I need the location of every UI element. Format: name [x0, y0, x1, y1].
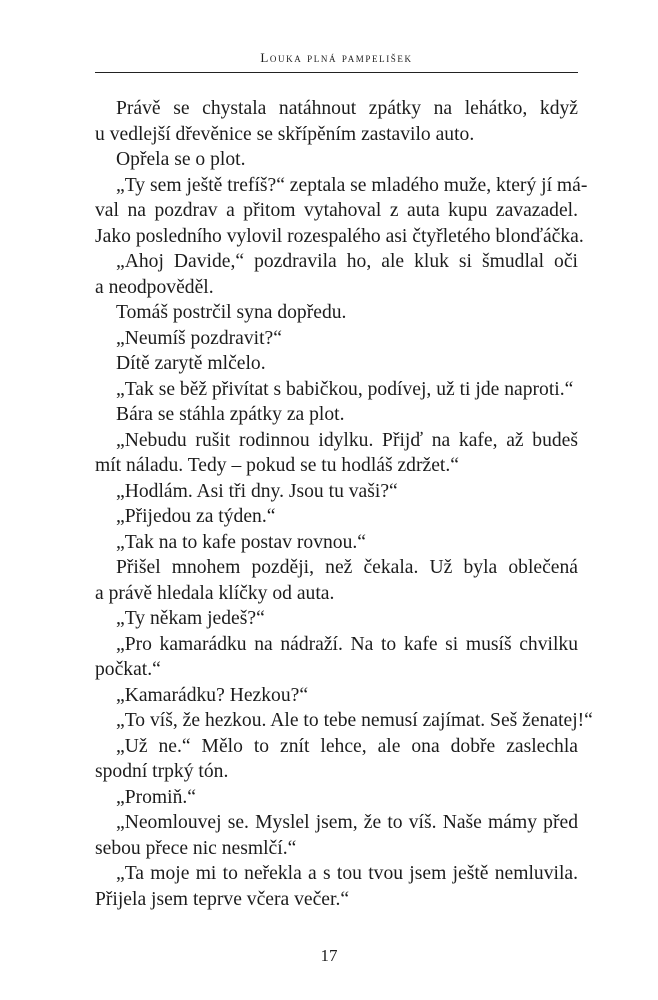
paragraph [95, 785, 578, 811]
paragraph [95, 504, 578, 530]
paragraph [95, 632, 578, 683]
text-line: „Hodlám. Asi tři dny. Jsou tu vaši?“ [116, 480, 398, 502]
text-line: sebou přece nic nesmlčí.“ [95, 837, 297, 859]
text-line: „Přijedou za týden.“ [116, 506, 276, 527]
text-line: „Neumíš pozdravit?“ [116, 327, 282, 349]
paragraph [95, 479, 578, 505]
text-line: „To víš, že hezkou. Ale to tebe nemusí zajímat. Seš ženatej!“ [116, 710, 593, 731]
paragraph [95, 606, 578, 632]
text-line: „Ty sem ještě trefíš?“ zeptala se mladého muže, který jí má- [116, 174, 588, 196]
paragraph [95, 249, 578, 300]
paragraph [95, 402, 578, 428]
text-line: „Promiň.“ [116, 786, 196, 808]
paragraph [95, 428, 578, 479]
text-line: Jako posledního vylovil rozespalého asi čtyřletého blonďáčka. [95, 225, 584, 247]
text-line: val na pozdrav a přitom vytahoval z auta kupu zavazadel. [95, 200, 578, 221]
paragraph [95, 300, 578, 326]
paragraph [95, 377, 578, 403]
text-line: „Pro kamarádku na nádraží. Na to kafe si musíš chvilku [116, 633, 578, 655]
text-line: Právě se chystala natáhnout zpátky na lehátko, když [116, 98, 578, 119]
paragraph [95, 861, 578, 912]
text-line: Opřela se o plot. [116, 149, 246, 170]
text-line: „Už ne.“ Mělo to znít lehce, ale ona dobře zaslechla [116, 735, 578, 757]
text-line: Bára se stáhla zpátky za plot. [116, 404, 345, 425]
paragraph [95, 530, 578, 556]
paragraph [95, 734, 578, 785]
paragraph [95, 351, 578, 377]
paragraph [95, 810, 578, 861]
paragraph [95, 326, 578, 352]
text-line: Tomáš postrčil syna dopředu. [116, 302, 347, 323]
text-line: „Ty někam jedeš?“ [116, 608, 265, 629]
paragraph [95, 147, 578, 173]
text-line: „Ahoj Davide,“ pozdravila ho, ale kluk si šmudlal oči [116, 251, 578, 272]
body-text [95, 96, 593, 912]
text-line: „Nebudu rušit rodinnou idylku. Přijď na kafe, až budeš [116, 429, 578, 451]
text-line: u vedlejší dřevěnice se skřípěním zastavilo auto. [95, 123, 475, 145]
running-header: Louka plná pampelišek [260, 50, 413, 65]
paragraph [95, 96, 578, 147]
paragraph [95, 683, 578, 709]
text-line: a právě hledala klíčky od auta. [95, 582, 335, 604]
paragraph [95, 555, 578, 606]
paragraph [95, 173, 588, 250]
page-number: 17 [320, 946, 338, 965]
paragraph [95, 708, 593, 734]
text-line: Přišel mnohem později, než čekala. Už byla oblečená [116, 557, 578, 578]
text-line: a neodpověděl. [95, 276, 214, 298]
text-line: mít náladu. Tedy – pokud se tu hodláš zdržet.“ [95, 455, 459, 476]
text-line: Přijela jsem teprve včera večer.“ [95, 888, 350, 910]
header-rule [95, 72, 578, 73]
text-line: „Ta moje mi to neřekla a s tou tvou jsem ještě nemluvila. [116, 863, 578, 884]
text-line: Dítě zarytě mlčelo. [116, 353, 266, 374]
text-line: „Tak se běž přivítat s babičkou, podívej, už ti jde naproti.“ [116, 378, 574, 400]
text-line: „Tak na to kafe postav rovnou.“ [116, 531, 366, 553]
text-line: „Kamarádku? Hezkou?“ [116, 684, 309, 706]
text-line: počkat.“ [95, 659, 161, 680]
text-line: „Neomlouvej se. Myslel jsem, že to víš. Naše mámy před [116, 812, 578, 833]
text-line: spodní trpký tón. [95, 761, 229, 782]
